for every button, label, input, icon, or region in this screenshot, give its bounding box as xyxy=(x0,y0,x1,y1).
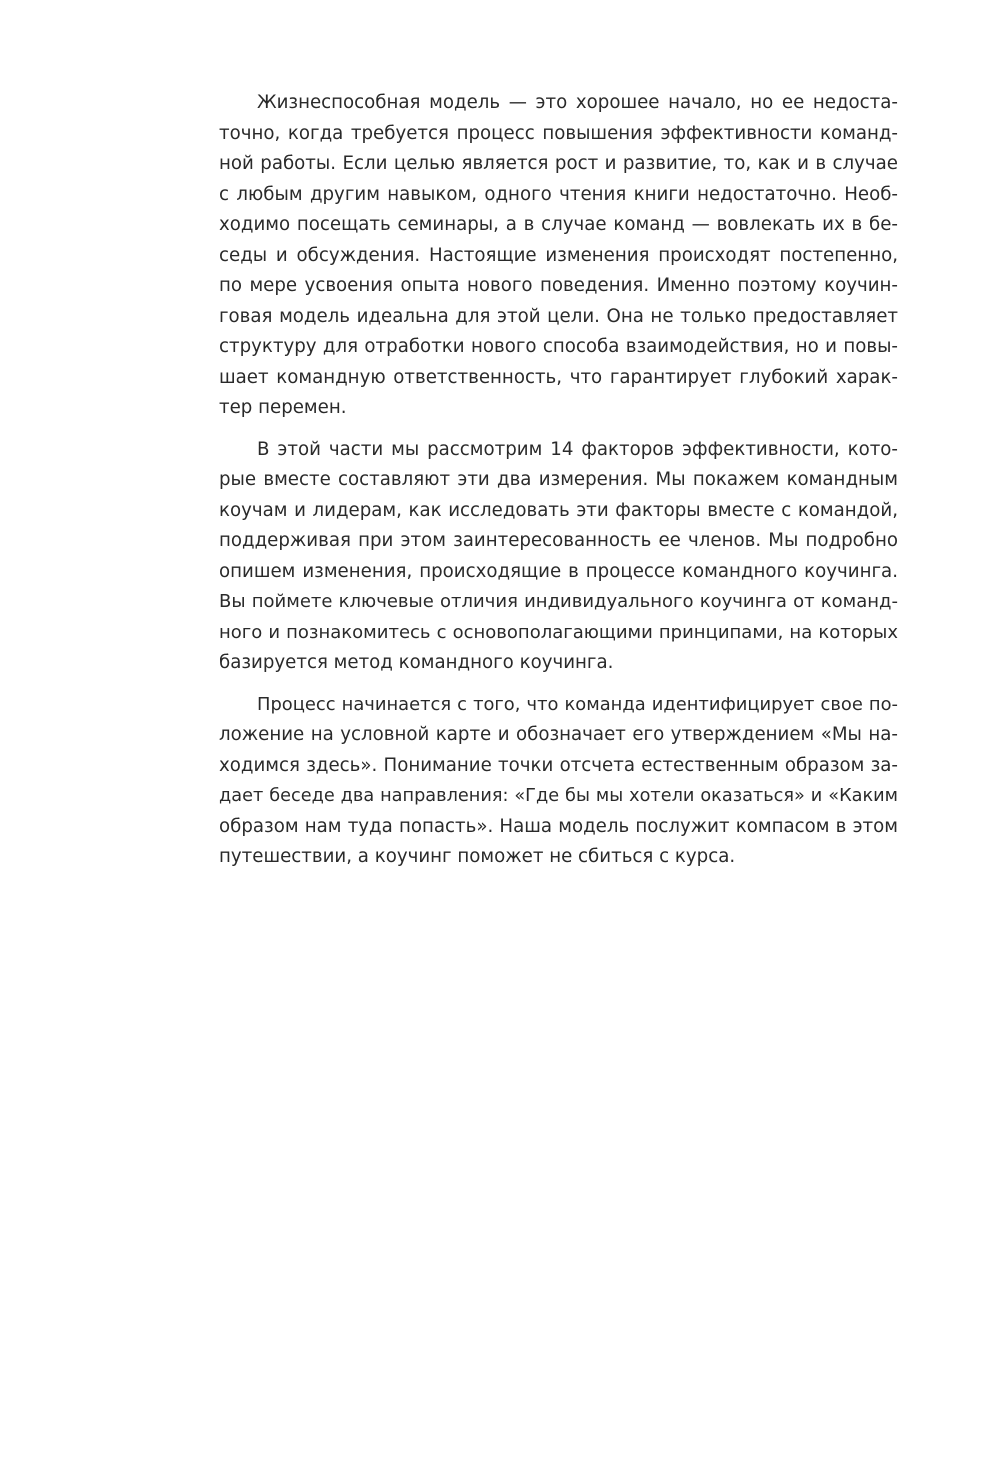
text-line: седы и обсуждения. Настоящие изменения происходят постепенно, xyxy=(219,244,898,266)
text-line: ходимо посещать семинары, а в случае команд — вовлекать их в бе- xyxy=(219,214,898,235)
text-line: опишем изменения, происходящие в процессе командного коучинга. xyxy=(219,560,898,582)
text-line: дает беседе два направления: «Где бы мы хотели оказаться» и «Каким xyxy=(219,786,898,806)
paragraph-gap xyxy=(219,679,898,690)
text-line: структуру для отработки нового способа взаимодействия, но и повы- xyxy=(219,336,898,357)
text-line: шает командную ответственность, что гарантирует глубокий харак- xyxy=(219,366,898,388)
text-line: базируется метод командного коучинга. xyxy=(219,652,614,673)
paragraph-2 xyxy=(219,435,898,679)
text-line: образом нам туда попасть». Наша модель послужит компасом в этом xyxy=(219,815,898,837)
text-line: Процесс начинается с того, что команда идентифицирует свое по- xyxy=(257,693,898,715)
text-line: коучам и лидерам, как исследовать эти факторы вместе с командой, xyxy=(219,499,898,521)
paragraph-gap xyxy=(219,424,898,435)
text-line: В этой части мы рассмотрим 14 факторов эффективности, кото- xyxy=(257,438,898,460)
paragraph-1 xyxy=(219,88,898,424)
text-line: точно, когда требуется процесс повышения эффективности команд- xyxy=(219,122,898,144)
text-line: тер перемен. xyxy=(219,397,347,418)
text-line: ного и познакомитесь с основополагающими принципами, на которых xyxy=(219,621,898,643)
text-line: Жизнеспособная модель — это хорошее начало, но ее недоста- xyxy=(257,92,898,113)
text-line: поддерживая при этом заинтересованность ее членов. Мы подробно xyxy=(219,530,898,551)
text-line: ложение на условной карте и обозначает его утверждением «Мы на- xyxy=(219,724,898,745)
text-line: Вы поймете ключевые отличия индивидуального коучинга от команд- xyxy=(219,591,898,612)
text-line: говая модель идеальна для этой цели. Она не только предоставляет xyxy=(219,305,898,327)
text-line: путешествии, а коучинг поможет не сбиться с курса. xyxy=(219,846,736,867)
paragraph-3 xyxy=(219,690,898,873)
text-line: ной работы. Если целью является рост и развитие, то, как и в случае xyxy=(219,153,898,174)
body-text xyxy=(219,88,898,873)
text-line: с любым другим навыком, одного чтения книги недостаточно. Необ- xyxy=(219,183,898,205)
text-line: рые вместе составляют эти два измерения. Мы покажем командным xyxy=(219,469,898,490)
text-line: ходимся здесь». Понимание точки отсчета естественным образом за- xyxy=(219,754,898,776)
text-line: по мере усвоения опыта нового поведения. Именно поэтому коучин- xyxy=(219,275,898,296)
